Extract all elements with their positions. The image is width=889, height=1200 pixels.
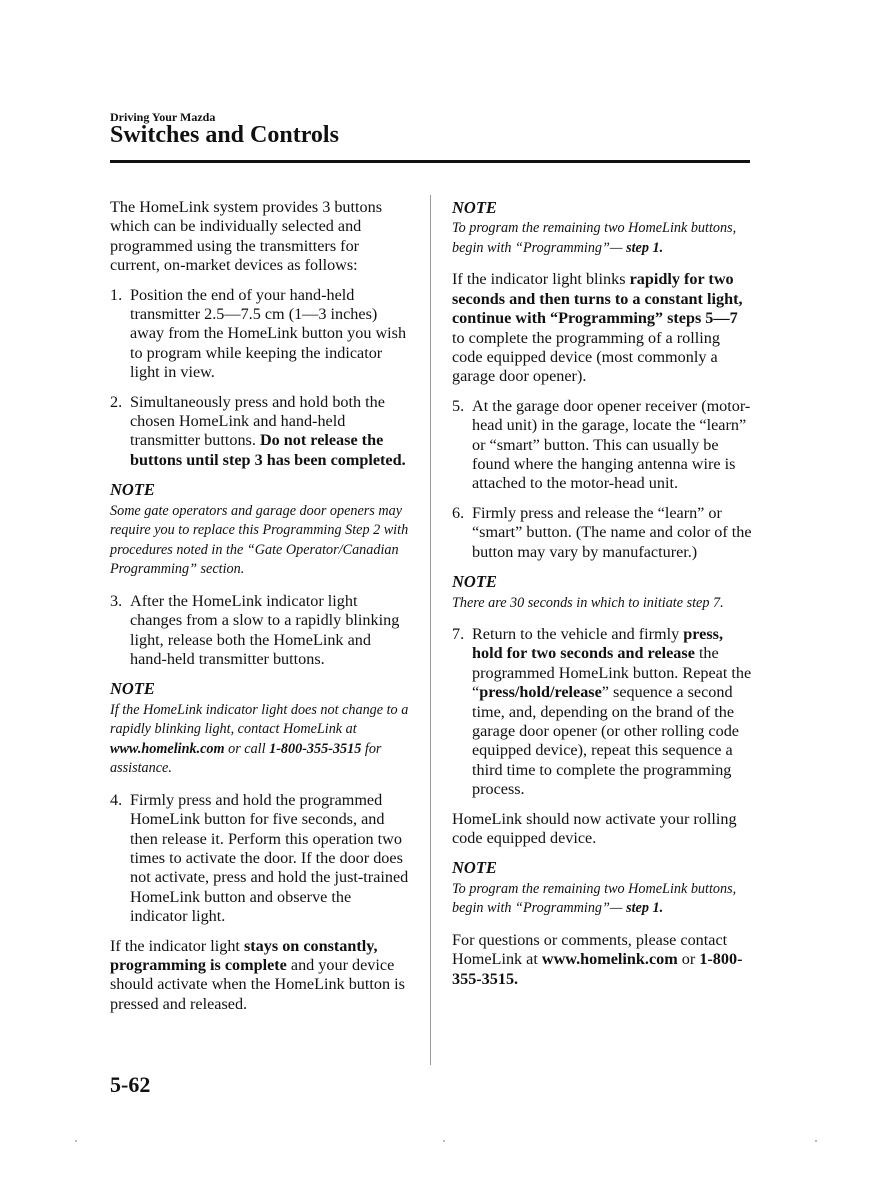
step-5 [452, 397, 754, 494]
note-body [452, 219, 754, 258]
step-number: 2. [110, 392, 123, 411]
para-text: If the indicator light [110, 936, 244, 955]
step-6 [452, 504, 754, 562]
step-text [130, 393, 410, 471]
homelink-phone: 1-800-355-3515 [269, 740, 362, 757]
para-text: or [677, 950, 700, 969]
step-text: Firmly press and release the “learn” or “smart” button. (The name and color of the button may vary by manufacturer.) [472, 503, 752, 561]
note-heading: NOTE [452, 198, 497, 217]
note-body: There are 30 seconds in which to initiate step 7. [452, 594, 724, 611]
step-number: 7. [452, 625, 465, 643]
step-7 [452, 625, 754, 800]
step-text: Firmly press and hold the programmed HomeLink button for five seconds, and then release it. Perform this operation two times to activate the door. If the door does not activate, press and hold the just-trained HomeLink button and observe the indicator light. [130, 790, 409, 926]
step-2 [110, 393, 410, 471]
note-heading: NOTE [110, 480, 155, 500]
title-rule [110, 160, 750, 163]
note-text: for assistance. [110, 740, 382, 777]
para-text: If the indicator light blinks [452, 270, 630, 289]
para-bold: stays on constantly, programming is complete [110, 936, 378, 974]
activation-paragraph: HomeLink should now activate your rolling code equipped device. [452, 809, 737, 848]
step-text-bold: press/hold/release [479, 683, 602, 702]
page-title: Switches and Controls [110, 122, 339, 148]
para-bold: rapidly for two seconds and then turns to a constant light, continue with “Programming” steps 5—7 [452, 270, 743, 328]
para-text: and your device should activate when the HomeLink button is pressed and released. [110, 955, 405, 1013]
step-number: 1. [110, 285, 123, 304]
note-text: or call [224, 740, 270, 757]
contact-paragraph [452, 931, 754, 989]
scan-dot [815, 1140, 817, 1142]
scan-dot [443, 1140, 445, 1142]
step-number: 4. [110, 790, 123, 809]
scan-dot [75, 1140, 77, 1142]
column-divider [430, 195, 431, 1065]
homelink-url: www.homelink.com [110, 740, 225, 757]
step-text-plain: Return to the vehicle and firmly [472, 625, 684, 643]
homelink-phone: 1-800-355-3515. [452, 950, 743, 988]
step-text-bold: press, hold for two seconds and release [472, 625, 724, 663]
right-column [452, 198, 754, 999]
step-text: Position the end of your hand-held transmitter 2.5—7.5 cm (1—3 inches) away from the HomeLink button you wish to program while keeping the indicator light in view. [130, 285, 407, 382]
step-text: At the garage door opener receiver (motor-head unit) in the garage, locate the “learn” or “smart” button. This can usually be found where the hanging antenna wire is attached to the motor-head unit. [472, 396, 751, 493]
closing-paragraph [110, 937, 410, 1015]
step-number: 5. [452, 396, 465, 415]
note-bold: step 1. [626, 900, 664, 917]
step-number: 6. [452, 503, 465, 522]
note-body [452, 880, 754, 919]
step-text-plain: ” sequence a second time, and, depending on the brand of the garage door opener (or other rolling code equipped device), repeat this sequence a third time to complete the programming process. [472, 683, 739, 799]
note-body: Some gate operators and garage door openers may require you to replace this Programming Step 2 with procedures noted in the “Gate Operator/Canadian Programming” section. [110, 502, 409, 578]
para-text: For questions or comments, please contact HomeLink at [452, 930, 728, 969]
step-1 [110, 286, 410, 383]
note-bold: step 1. [626, 239, 664, 256]
note-heading: NOTE [452, 572, 497, 592]
rolling-code-paragraph [452, 270, 754, 386]
note-text: To program the remaining two HomeLink buttons, begin with “Programming”— [452, 880, 737, 917]
step-number: 3. [110, 591, 123, 610]
left-column [110, 198, 410, 1024]
step-text [472, 625, 754, 800]
note-text: To program the remaining two HomeLink buttons, begin with “Programming”— [452, 220, 737, 256]
page-number: 5-62 [110, 1072, 151, 1097]
intro-paragraph: The HomeLink system provides 3 buttons which can be individually selected and programmed using the transmitters for current, on-market devices as follows: [110, 198, 383, 275]
note-body [110, 701, 410, 779]
para-text: to complete the programming of a rolling code equipped device (most commonly a garage door opener). [452, 328, 720, 386]
step-text: After the HomeLink indicator light changes from a slow to a rapidly blinking light, release both the HomeLink and hand-held transmitter buttons. [130, 591, 400, 668]
step-text-bold: Do not release the buttons until step 3 has been completed. [130, 431, 406, 469]
homelink-url: www.homelink.com [541, 950, 678, 969]
step-text-plain: the programmed HomeLink button. Repeat the “ [472, 644, 752, 702]
step-3 [110, 592, 410, 670]
note-heading: NOTE [452, 858, 497, 878]
note-text: If the HomeLink indicator light does not change to a rapidly blinking light, contact HomeLink at [110, 701, 409, 738]
step-text-plain: Simultaneously press and hold both the chosen HomeLink and hand-held transmitter buttons. [130, 392, 385, 450]
step-4 [110, 791, 410, 927]
section-label: Driving Your Mazda [110, 110, 216, 124]
note-heading: NOTE [110, 679, 155, 699]
